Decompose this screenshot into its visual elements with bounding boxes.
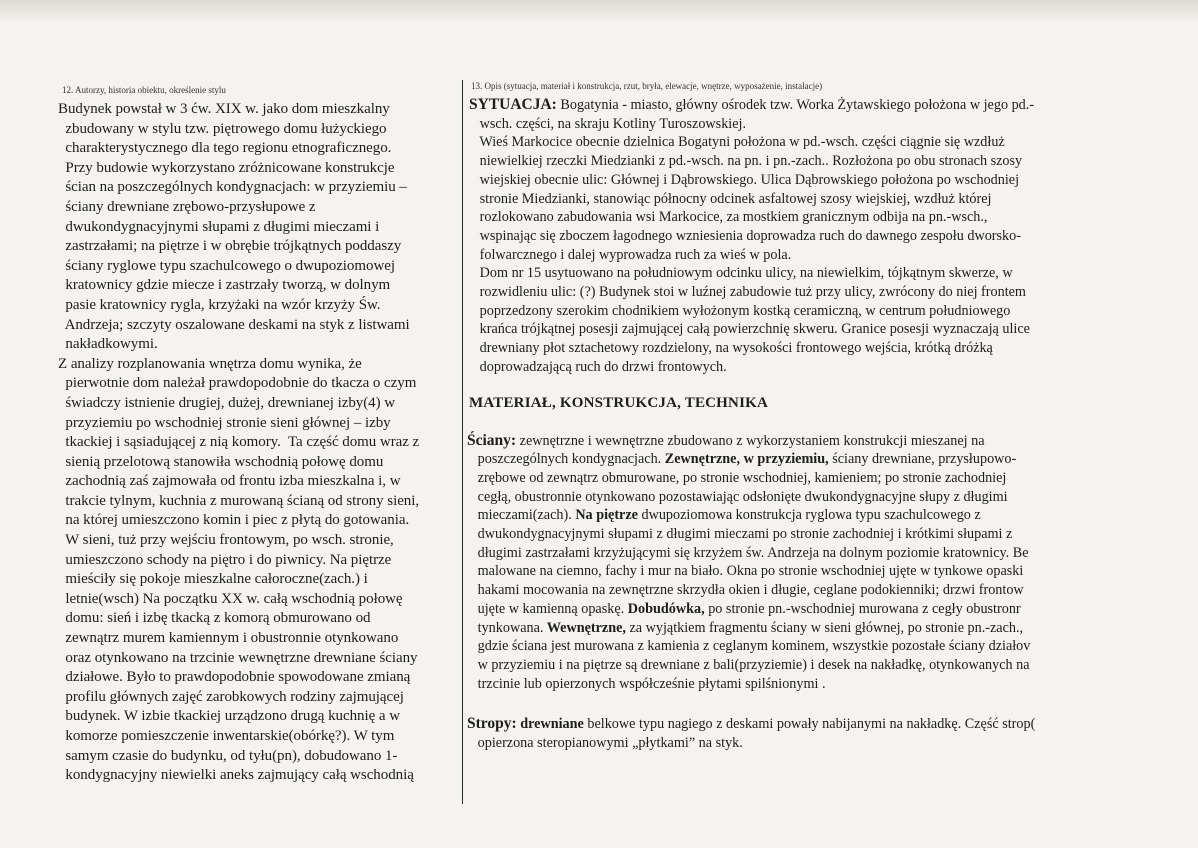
material-heading: MATERIAŁ, KONSTRUKCJA, TECHNIKA — [469, 394, 769, 411]
walls-text: Ściany: zewnętrzne i wewnętrzne zbudowano z wykorzystaniem konstrukcji mieszanej na poszczególnych kondygnacjach. Zewnętrzne, w przyziemiu, ściany drewniane, przysłupowo- zrębowe od zewnątrz obmurowane, po stronie wschodniej, kamieniem; po stronie zachodniej cegłą, obustronnie otynkowano pozostawiając odsłonięte dwukondygnacyjne słupy z długimi mieczami(zach). Na piętrze dwupoziomowa konstrukcja ryglowa typu szachulcowego z dwukondygnacyjnymi słupami z długimi mieczami po stronie zachodniej i krótkimi słupami z długimi zastrzałami krzyżującymi się krzyżem św. Andrzeja na dolnym poziomie kratownicy. Be malowane na ciemno, fachy i mur na biało. Okna po stronie wschodniej ujęte w tynkowe opaski hakami mocowania na zewnętrzne skrzydła okien i długie, ceglane podokienniki; drzwi frontow ujęte w kamienną opaskę. Dobudówka, po stronie pn.-wschodniej murowana z cegły obustronr tynkowana. Wewnętrzne, za wyjątkiem fragmentu ściany w sieni głównej, po stronie pn.-zach., gdzie ściana jest murowana z kamienia z ceglanym kominem, wszystkie pozostałe ściany działov w przyziemiu i na piętrze są drewniane z bali(przyziemie) i desek na nakładkę, otynkowanych na trzcinie lub opierzonych współcześnie płytami spilśnionymi . — [467, 431, 1031, 692]
history-line: charakterystycznego dla tego regionu etnograficznego. — [58, 140, 392, 157]
history-line: profilu głównych zajęć zarobkowych rodziny zajmującej — [58, 688, 404, 705]
history-line: pierwotnie dom należał prawdopodobnie do tkacza o czym — [58, 375, 417, 392]
ceilings-section — [467, 715, 1198, 752]
history-line: tkackiej i sąsiadującej z nią komory. Ta część domu wraz z — [58, 434, 420, 451]
history-line: kondygnacyjny niewielki aneks zajmujący całą wschodnią — [58, 767, 414, 784]
history-line: dwukondygnacyjnymi słupami z długimi mieczami i — [58, 218, 380, 235]
history-line: domu: sień i izbę tkacką z komorą obmurowano od — [58, 610, 371, 627]
history-line: Budynek powstał w 3 ćw. XIX w. jako dom mieszkalny — [58, 101, 390, 117]
history-line: zastrzałami; na piętrze i w obrębie trójkątnych poddaszy — [58, 238, 402, 255]
history-line: ściany ryglowe typu szachulcowego o dwupoziomowej — [58, 257, 395, 274]
history-line: na której umieszczono komin i piec z płytą do gotowania. — [58, 512, 410, 529]
history-line: działowe. Było to prawdopodobnie spowodowane zmianą — [58, 669, 411, 686]
walls-section — [467, 432, 1198, 694]
ceilings-text: Stropy: drewniane belkowe typu nagiego z deskami powały nabijanymi na nakładkę. Część strop( opierzona steropianowymi „płytkami” na styk. — [467, 715, 1036, 752]
history-text — [58, 100, 453, 786]
history-line: oraz otynkowano na trzcinie wewnętrzne drewniane ściany — [58, 649, 418, 666]
history-line: mieściły się pokoje mieszkalne całoroczne(zach.) i — [58, 571, 368, 588]
ceilings-label: Stropy: — [467, 715, 517, 733]
history-line: przyziemiu po wschodniej stronie sieni głównej – izby — [58, 414, 391, 431]
history-line: samym czasie do budynku, od tyłu(pn), dobudowano 1- — [58, 747, 398, 764]
history-line: ściany drewniane zrębowo-przysłupowe z — [58, 198, 316, 215]
history-line: pasie kratownicy rygla, krzyżaki na wzór krzyży Św. — [58, 296, 381, 313]
history-line: Andrzeja; szczyty oszalowane deskami na styk z listwami — [58, 316, 410, 333]
history-line: budynek. W izbie tkackiej urządzono drugą kuchnię a w — [58, 708, 400, 725]
situation-section — [469, 96, 1198, 377]
history-line: zachodnią zaś zajmowała od frontu izba mieszkalna i, w — [58, 473, 401, 490]
history-line: świadczy istnienie drugiej, dużej, drewnianej izby(4) w — [58, 394, 396, 411]
history-line: zewnątrz murem kamiennym i obustronnie otynkowano — [58, 630, 399, 647]
history-line: trakcie tylnym, kuchnia z murowaną ścianą od strony sieni, — [58, 492, 420, 509]
history-line: umieszczono schody na piętro i do piwnicy. Na piętrze — [58, 551, 392, 568]
history-header: 12. Autorzy, historia obiektu, określenie stylu — [62, 85, 226, 95]
history-line: Przy budowie wykorzystano zróżnicowane konstrukcje — [58, 159, 395, 176]
history-line: ścian na poszczególnych kondygnacjach: w przyziemiu – — [58, 179, 407, 196]
history-line: W sieni, tuż przy wejściu frontowym, po wsch. stronie, — [58, 532, 394, 549]
history-line: komorze pomieszczenie inwentarskie(obórkę?). W tym — [58, 728, 395, 744]
history-line: Z analizy rozplanowania wnętrza domu wynika, że — [58, 355, 362, 372]
description-column — [462, 80, 1198, 804]
history-line: letnie(wsch) Na początku XX w. całą wschodnią połowę — [58, 590, 403, 607]
history-line: kratownicy gdzie miecze i zastrzały tworzą, w dolnym — [58, 277, 391, 294]
history-line: sienią przelotową stanowiła wschodnią połowę domu — [58, 453, 384, 470]
walls-label: Ściany: — [467, 431, 517, 449]
history-column — [58, 84, 453, 786]
history-line: nakładkowymi. — [58, 336, 158, 353]
situation-label: SYTUACJA: — [469, 96, 557, 113]
situation-text: SYTUACJA: Bogatynia - miasto, główny ośrodek tzw. Worka Żytawskiego położona w jego pd.- wsch. części, na skraju Kotliny Turoszowskiej. Wieś Markocice obecnie dzielnica Bogatyni położona w pd.-wsch. części ciągnie się wzdłuż niewielkiej rzeczki Miedzianki z pd.-wsch. na pn. i pn.-zach.. Rozłożona po obu stronach szosy wiejskiej obecnie ulic: Głównej i Dąbrowskiego. Ulica Dąbrowskiego położona po wschodniej stronie Miedzianki, stanowiąc północny odcinek asfaltowej szosy wiejskiej, wzdłuż której rozlokowano zabudowania wsi Markocice, za mostkiem granicznym odbija na pn.-wsch., wspinając się zboczem łagodnego wzniesienia doprowadza ruch do dawnego zespołu dworsko- folwarcznego i dalej wyprowadza ruch za wieś w pola. Dom nr 15 usytuowano na południowym odcinku ulicy, na niewielkim, tójkątnym skwerze, w rozwidleniu ulic: (?) Budynek stoi w luźnej zabudowie tuż przy ulicy, zwrócony do niej frontem poprzedzony szerokim chodnikiem wyłożonym kostką ceramiczną, w centrum południowego krańca trójkątnej posesji zajmującej całą powierzchnię skweru. Granice posesji wyznaczają ulice drewniany płot sztachetowy rozdzielony, na wysokości frontowego wejścia, krótką dróżką doprowadzającą ruch do drzwi frontowych. — [469, 96, 1035, 375]
description-header: 13. Opis (sytuacja, materiał i konstrukcja, rzut, bryła, elewacje, wnętrze, wyposażenie, instalacje) — [471, 81, 823, 91]
history-line: zbudowany w stylu tzw. piętrowego domu łużyckiego — [58, 120, 387, 137]
scan-edge — [0, 0, 1198, 22]
